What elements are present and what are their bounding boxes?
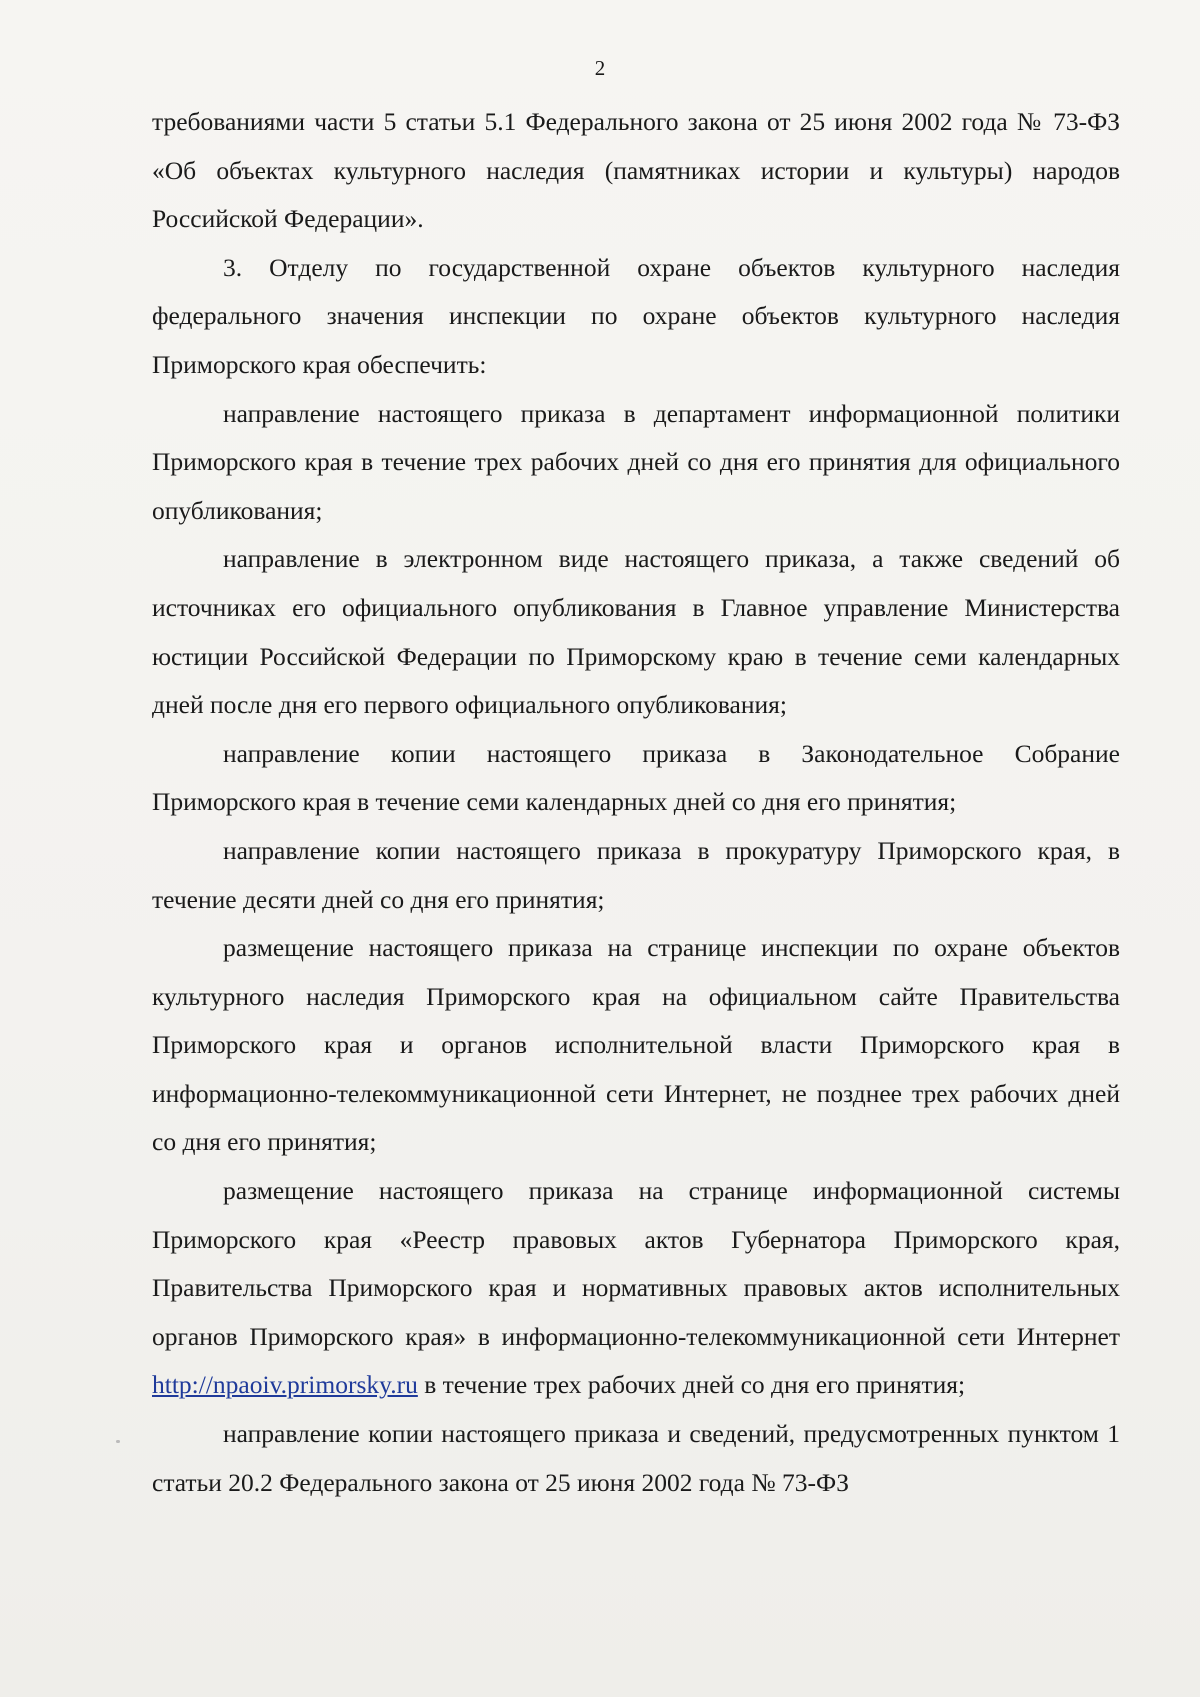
paragraph-info-policy: направление настоящего приказа в департамент информационной политики Приморского края в течение трех рабочих дней со дня его принятия для официального опубликования; (152, 398, 1120, 525)
paragraph-prosecutor: направление копии настоящего приказа в прокуратуру Приморского края, в течение десяти дней со дня его принятия; (152, 835, 1120, 914)
paragraph-registry (152, 1167, 1120, 1410)
paragraph-legislative-assembly: направление копии настоящего приказа в Законодательное Собрание Приморского края в течение семи календарных дней со дня его принятия; (152, 738, 1120, 817)
paragraph-copy-information: направление копии настоящего приказа и сведений, предусмотренных пунктом 1 статьи 20.2 Федерального закона от 25 июня 2002 года № 73-ФЗ (152, 1419, 1120, 1497)
registry-link[interactable]: http://npaoiv.primorsky.ru (152, 1370, 418, 1400)
paragraph-registry-text-before: размещение настоящего приказа на странице информационной системы Приморского края «Реестр правовых актов Губернатора Приморского края, Правительства Приморского края и нормативных правовых актов исполнительных органов Приморского края» в информационно-телекоммуникационной сети Интернет (152, 1176, 1120, 1351)
paragraph-registry-text-after: в течение трех рабочих дней со дня его принятия; (417, 1370, 966, 1400)
paragraph-ministry-justice: направление в электронном виде настоящего приказа, а также сведений об источниках его официального опубликования в Главное управление Министерства юстиции Российской Федерации по Приморскому краю в течение семи календарных дней после дня его первого официального опубликования; (152, 544, 1120, 720)
scan-speck (116, 1440, 120, 1443)
paragraph-continuation: требованиями части 5 статьи 5.1 Федерального закона от 25 июня 2002 года № 73-ФЗ «Об объектах культурного наследия (памятниках истории и культуры) народов Российской Федерации». (152, 107, 1120, 234)
paragraph-official-site: размещение настоящего приказа на странице инспекции по охране объектов культурного наследия Приморского края на официальном сайте Правительства Приморского края и органов исполнительной власти Приморского края в информационно-телекоммуникационной сети Интернет, не позднее трех рабочих дней со дня его принятия; (152, 933, 1120, 1157)
paragraph-item-3: 3. Отделу по государственной охране объектов культурного наследия федерального значения инспекции по охране объектов культурного наследия Приморского края обеспечить: (152, 252, 1120, 379)
document-body (152, 98, 1120, 1507)
page-number: 2 (594, 56, 606, 80)
